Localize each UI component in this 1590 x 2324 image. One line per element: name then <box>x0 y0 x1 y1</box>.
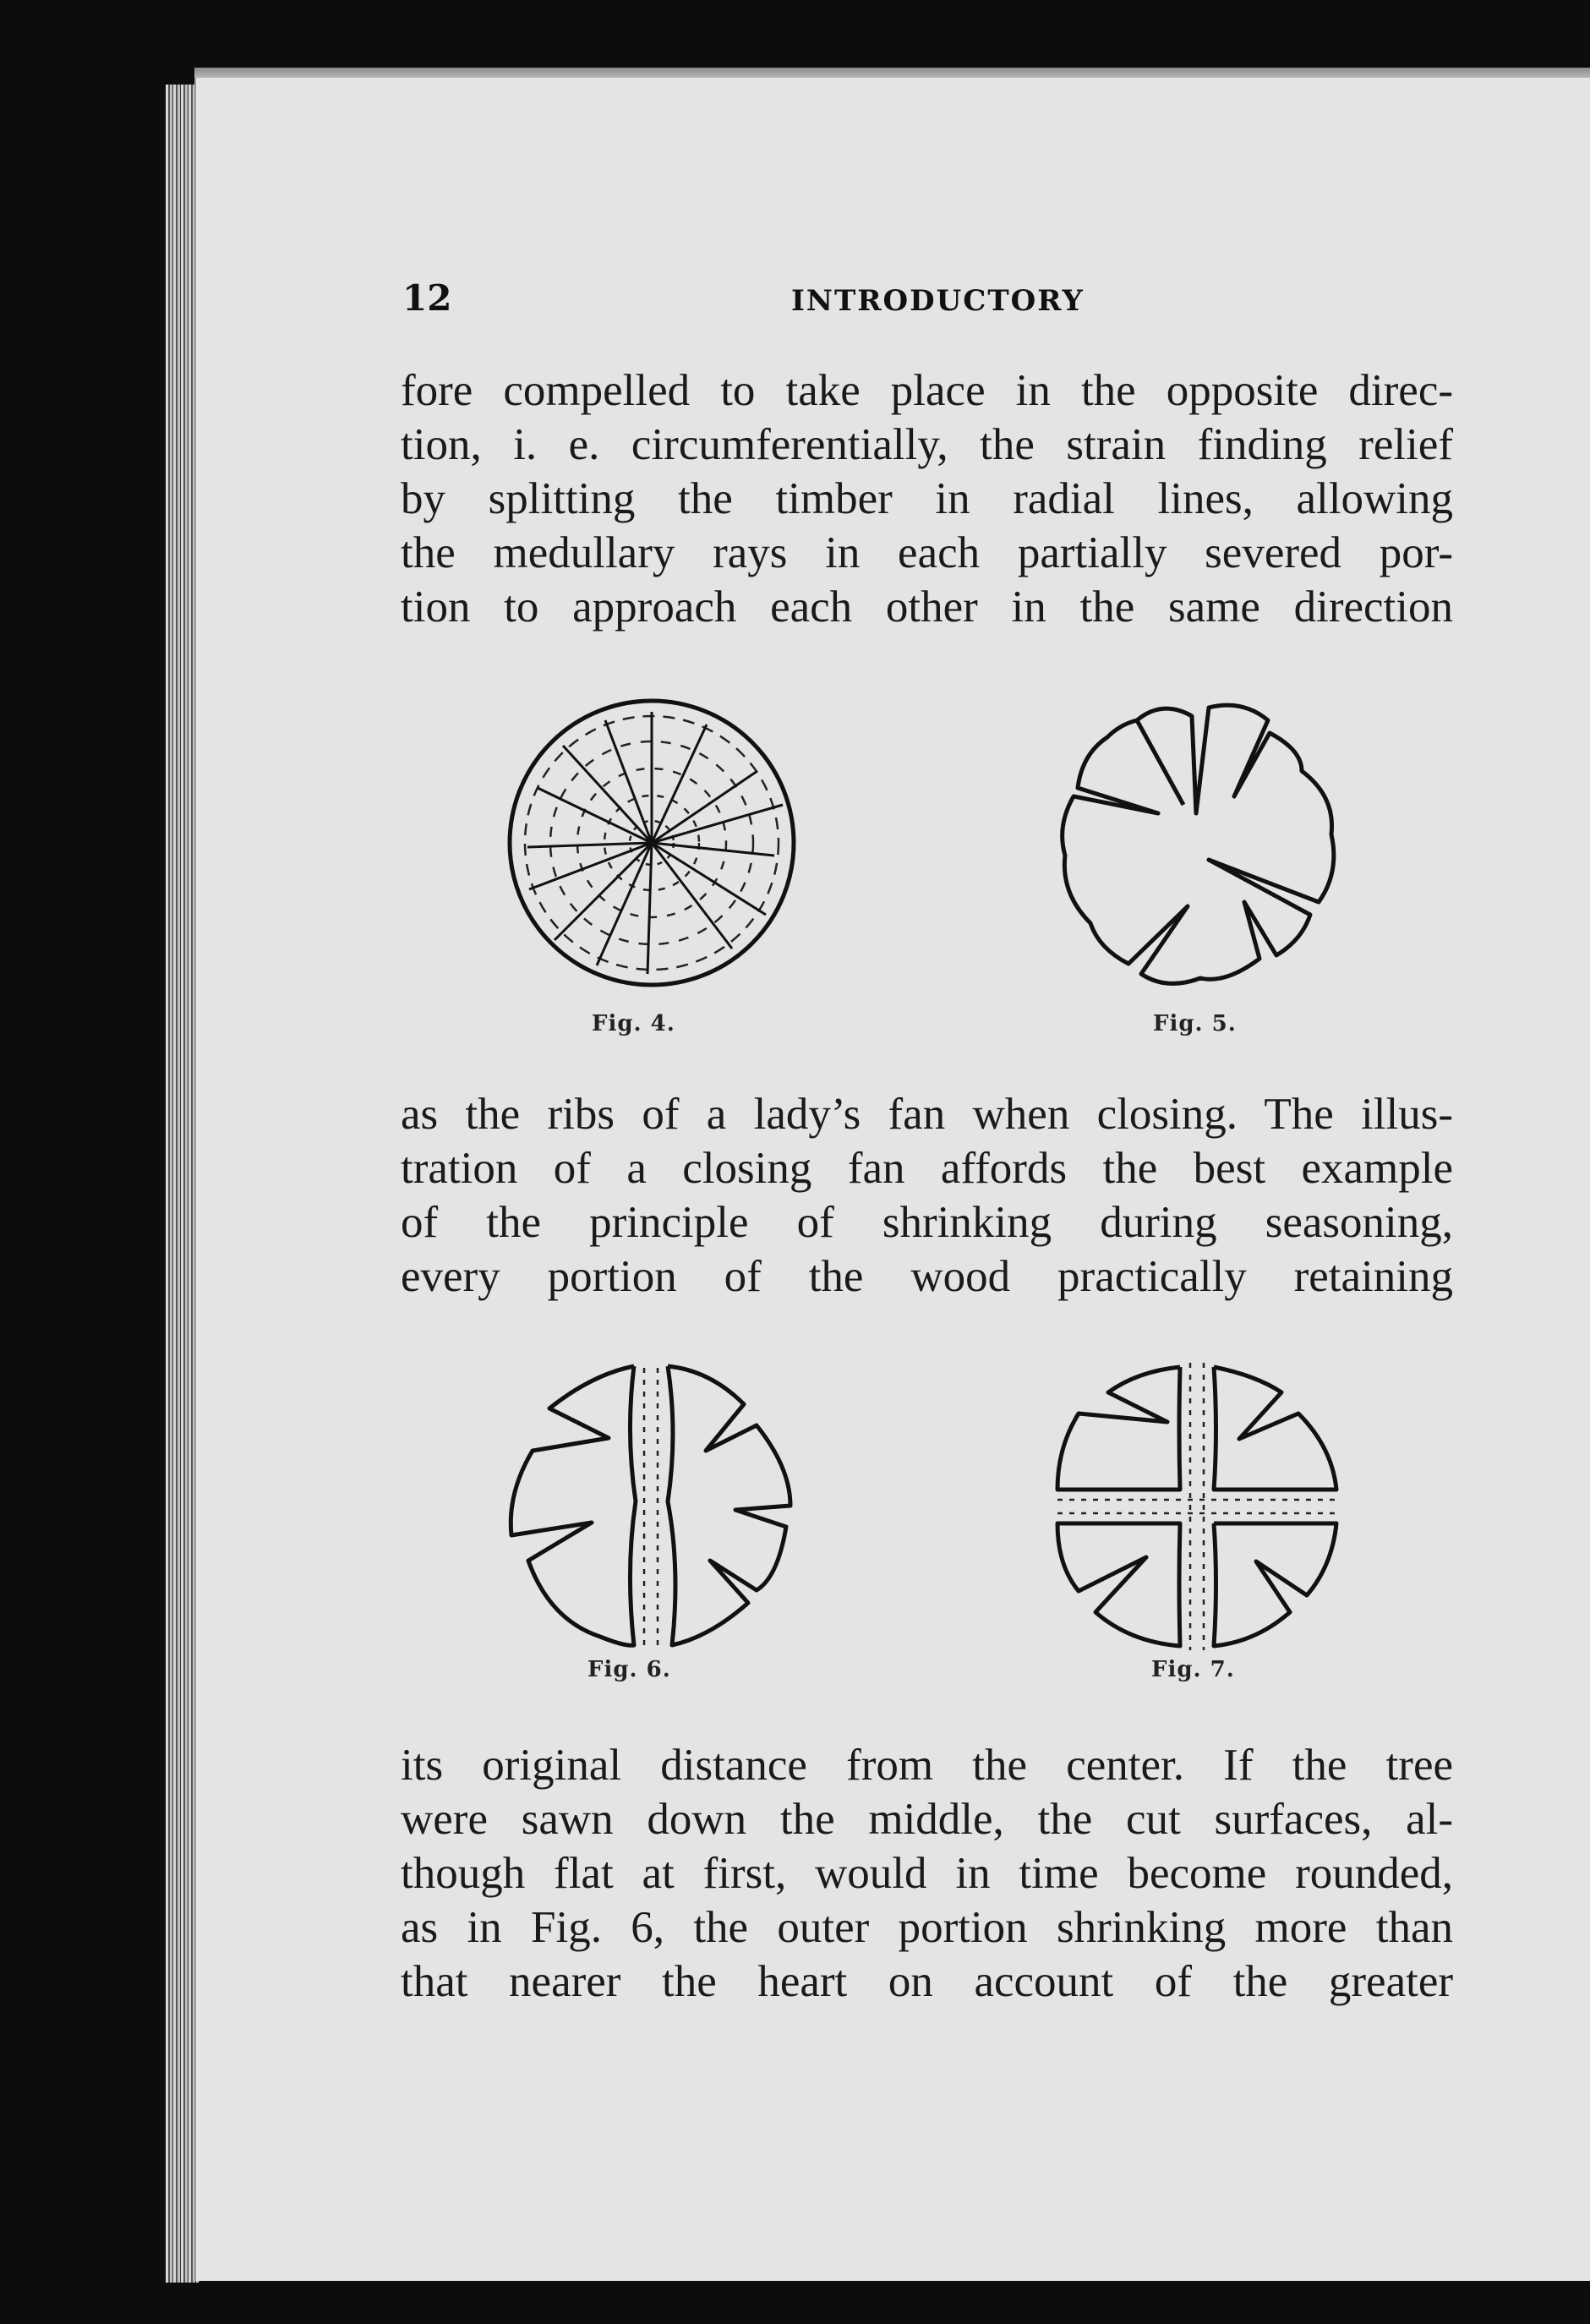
figure-6-caption: Fig. 6. <box>587 1657 671 1682</box>
text-line: as the ribs of a lady’s fan when closing. The illus- <box>401 1090 1453 1139</box>
text-line: as in Fig. 6, the outer portion shrinking more than <box>401 1903 1453 1952</box>
text-line: tion, i. e. circumferentially, the strain finding relief <box>401 420 1453 469</box>
text-line: by splitting the timber in radial lines, allowing <box>401 474 1453 523</box>
figure-4-drawing <box>504 695 800 991</box>
paragraph-2 <box>401 1087 1453 1304</box>
text-line: that nearer the heart on account of the greater <box>401 1957 1453 2006</box>
text-line: tion to approach each other in the same direction <box>401 582 1453 632</box>
text-line: tration of a closing fan affords the best example <box>401 1144 1453 1193</box>
figure-4-caption: Fig. 4. <box>592 1011 675 1036</box>
fig7-quartered-log-icon <box>1045 1354 1349 1659</box>
fig6-sawn-log-icon <box>499 1358 803 1654</box>
paragraph-1 <box>401 364 1453 634</box>
fig5-radial-shakes-icon <box>1048 686 1352 991</box>
text-line: were sawn down the middle, the cut surfaces, al- <box>401 1795 1453 1844</box>
running-head: INTRODUCTORY <box>791 284 1085 318</box>
page-number: 12 <box>402 277 452 319</box>
text-line: every portion of the wood practically retaining <box>401 1252 1453 1301</box>
figure-6-drawing <box>499 1358 803 1654</box>
paragraph-3 <box>401 1738 1453 2009</box>
figure-5-caption: Fig. 5. <box>1153 1011 1237 1036</box>
page-header <box>402 277 1451 328</box>
text-line: though flat at first, would in time become rounded, <box>401 1849 1453 1898</box>
figure-5-drawing <box>1048 686 1352 991</box>
text-line: fore compelled to take place in the opposite direc- <box>401 366 1453 415</box>
text-line: the medullary rays in each partially severed por- <box>401 528 1453 577</box>
fig4-checked-log-icon <box>504 695 800 991</box>
text-line: of the principle of shrinking during seasoning, <box>401 1198 1453 1247</box>
figure-7-caption: Fig. 7. <box>1151 1657 1235 1682</box>
text-line: its original distance from the center. If the tree <box>401 1741 1453 1790</box>
figure-7-drawing <box>1045 1354 1349 1659</box>
